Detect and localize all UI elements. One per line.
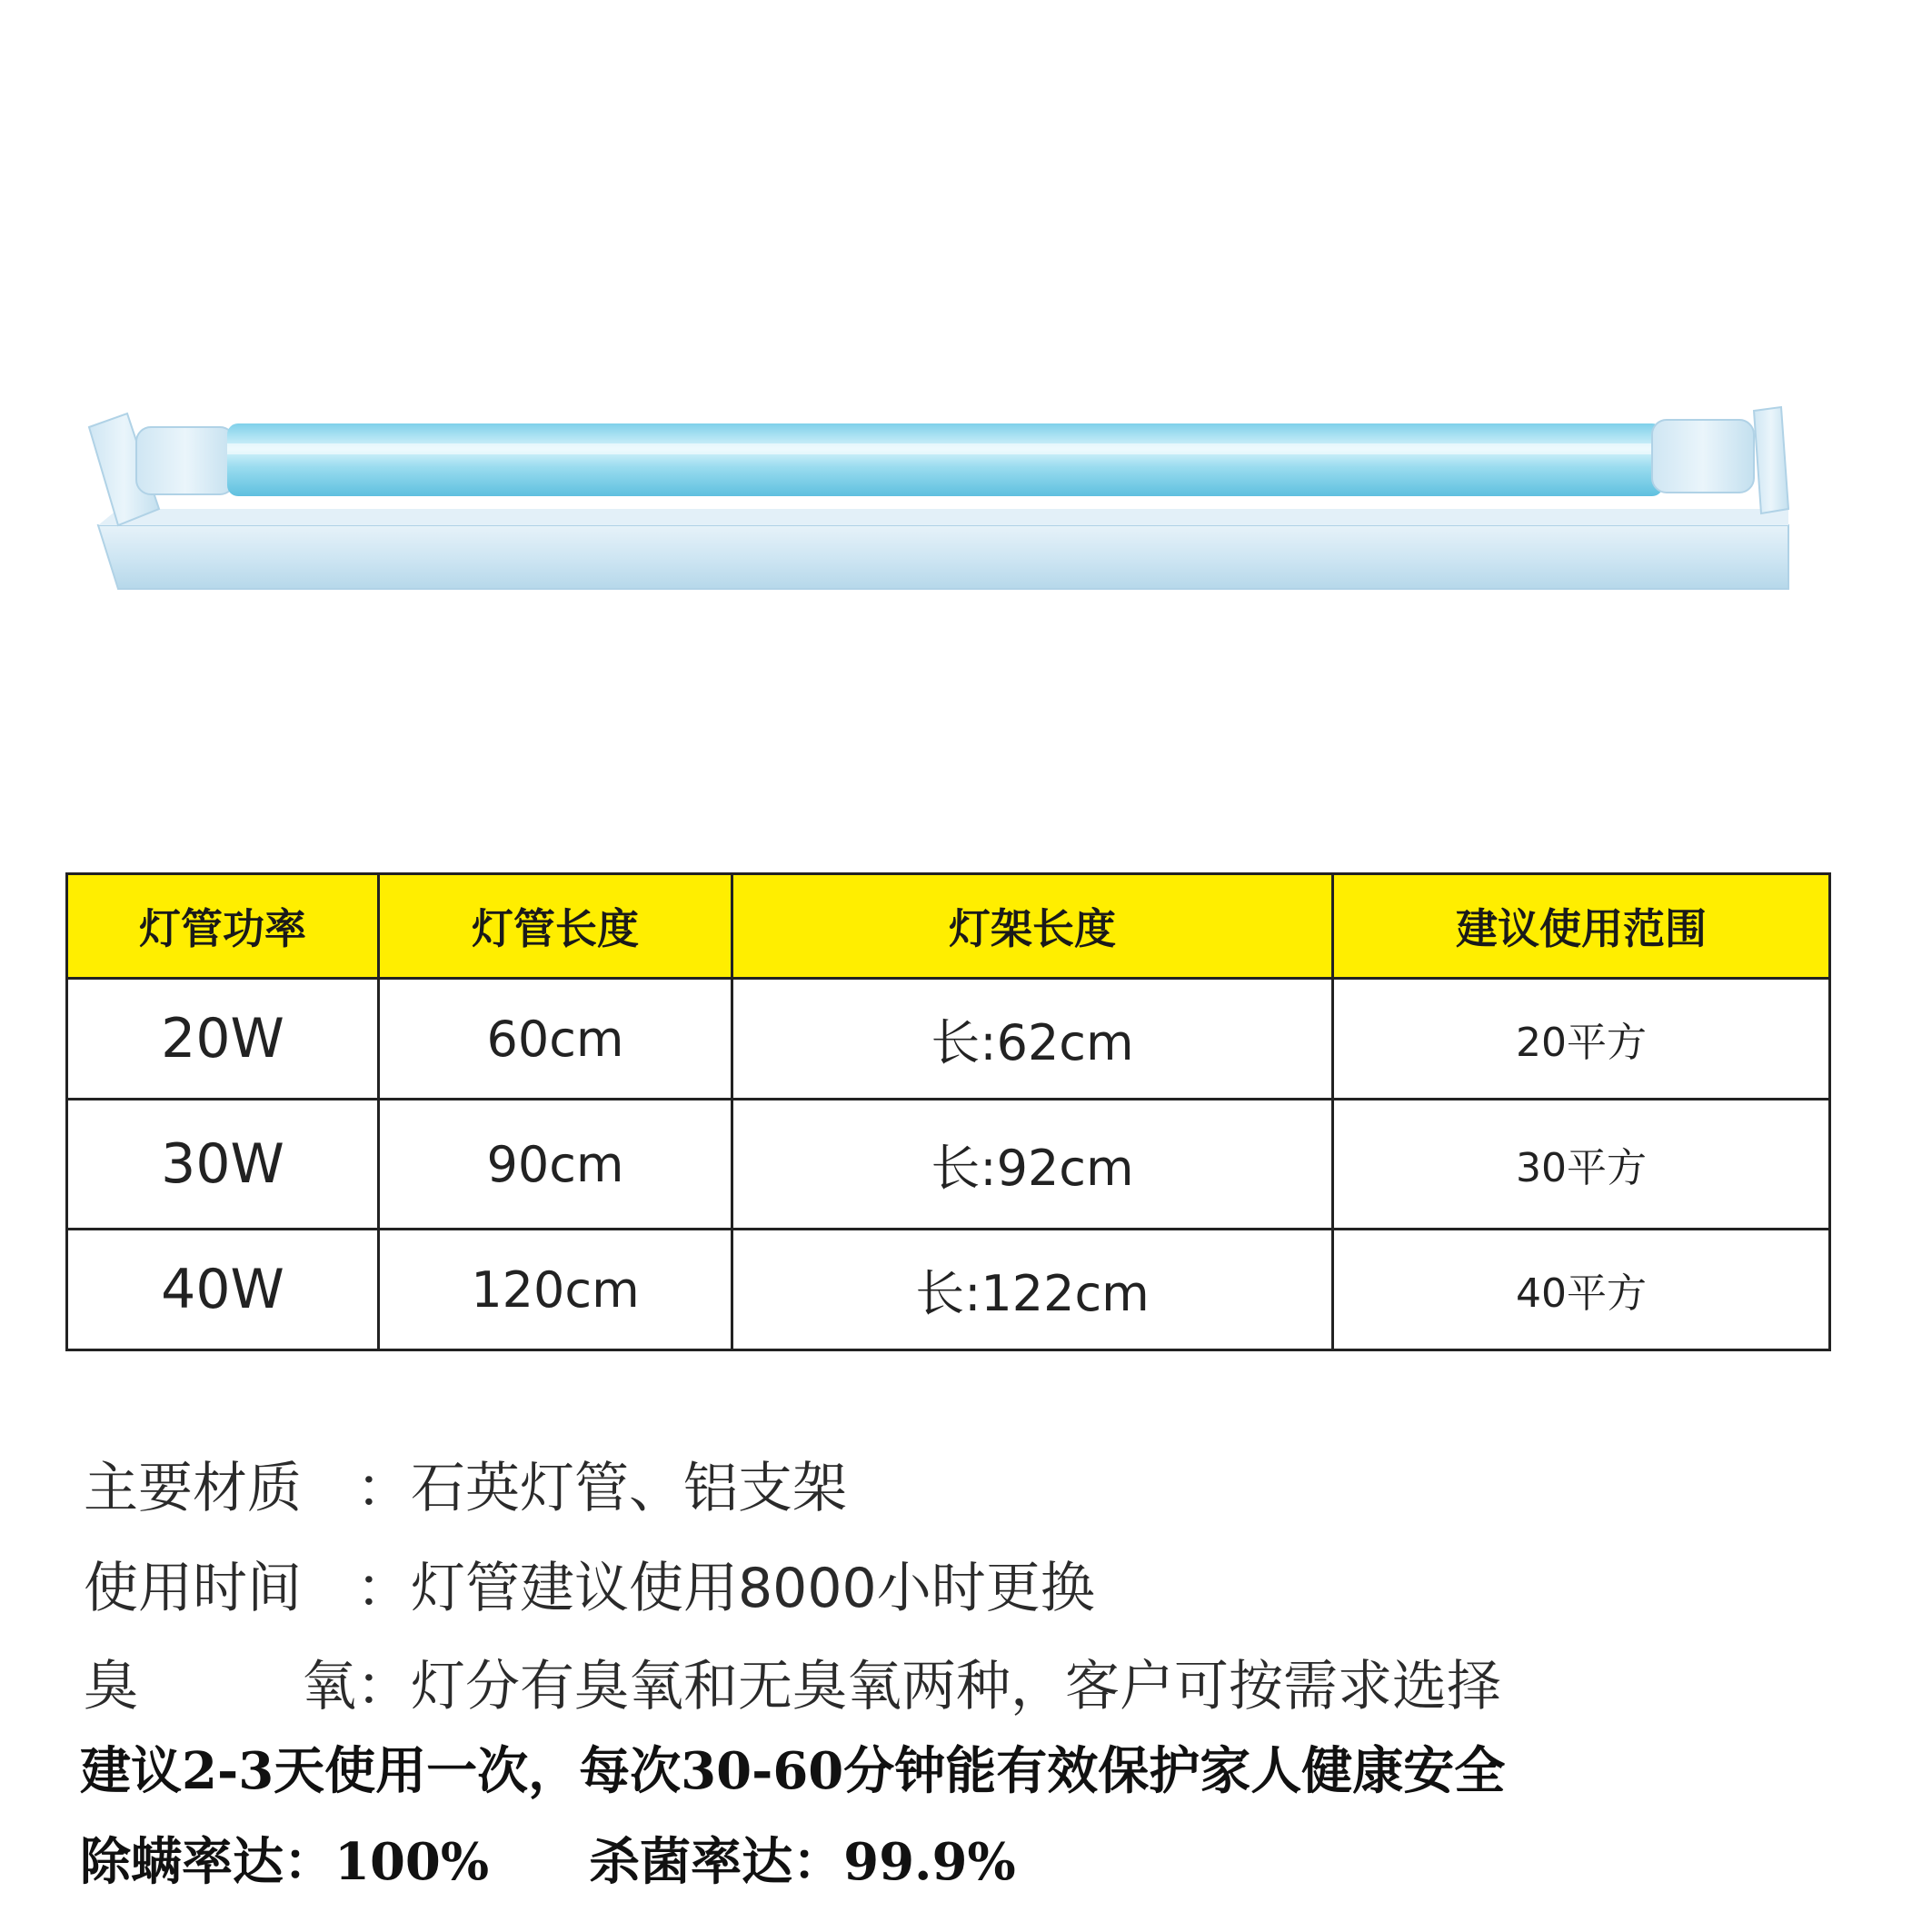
table-header-row [67, 874, 1830, 979]
cell-tube-length: 90cm [379, 1100, 732, 1230]
ozone-line [84, 1643, 1501, 1721]
right-bracket [1652, 407, 1788, 513]
cell-power: 40W [67, 1230, 379, 1350]
cell-frame-length: 长:122cm [732, 1230, 1333, 1350]
cell-range: 20平方 [1333, 979, 1830, 1100]
header-recommended-range: 建议使用范围 [1333, 874, 1830, 979]
usage-time-line [84, 1545, 1095, 1623]
header-tube-power: 灯管功率 [67, 874, 379, 979]
sterilization-rate: 杀菌率达：99.9% [589, 1832, 1016, 1892]
usage-time-label: 使用时间 [84, 1557, 302, 1620]
mite-removal-rate: 除螨率达：100% [80, 1832, 490, 1892]
header-frame-length: 灯架长度 [732, 874, 1333, 979]
material-value: ：石英灯管、铝支架 [356, 1457, 847, 1520]
spec-table [65, 872, 1831, 1351]
ozone-label: 臭氧 [84, 1655, 356, 1718]
cell-range: 30平方 [1333, 1100, 1830, 1230]
efficacy-line [80, 1822, 1016, 1895]
cell-tube-length: 60cm [379, 979, 732, 1100]
table-row [67, 1100, 1830, 1230]
header-tube-length: 灯管长度 [379, 874, 732, 979]
cell-power: 30W [67, 1100, 379, 1230]
uv-tube [227, 423, 1663, 496]
cell-tube-length: 120cm [379, 1230, 732, 1350]
usage-time-value: ：灯管建议使用8000小时更换 [356, 1557, 1095, 1620]
usage-recommendation: 建议2-3天使用一次，每次30-60分钟能有效保护家人健康安全 [80, 1741, 1506, 1801]
cell-range: 40平方 [1333, 1230, 1830, 1350]
ozone-value: ：灯分有臭氧和无臭氧两种，客户可按需求选择 [356, 1655, 1501, 1718]
lamp-base [98, 509, 1788, 589]
material-label: 主要材质 [84, 1457, 302, 1520]
table-row [67, 979, 1830, 1100]
uv-lamp-image [0, 0, 1932, 636]
left-bracket [89, 413, 234, 525]
material-line [84, 1445, 847, 1523]
cell-frame-length: 长:62cm [732, 979, 1333, 1100]
table-row [67, 1230, 1830, 1350]
cell-power: 20W [67, 979, 379, 1100]
cell-frame-length: 长:92cm [732, 1100, 1333, 1230]
